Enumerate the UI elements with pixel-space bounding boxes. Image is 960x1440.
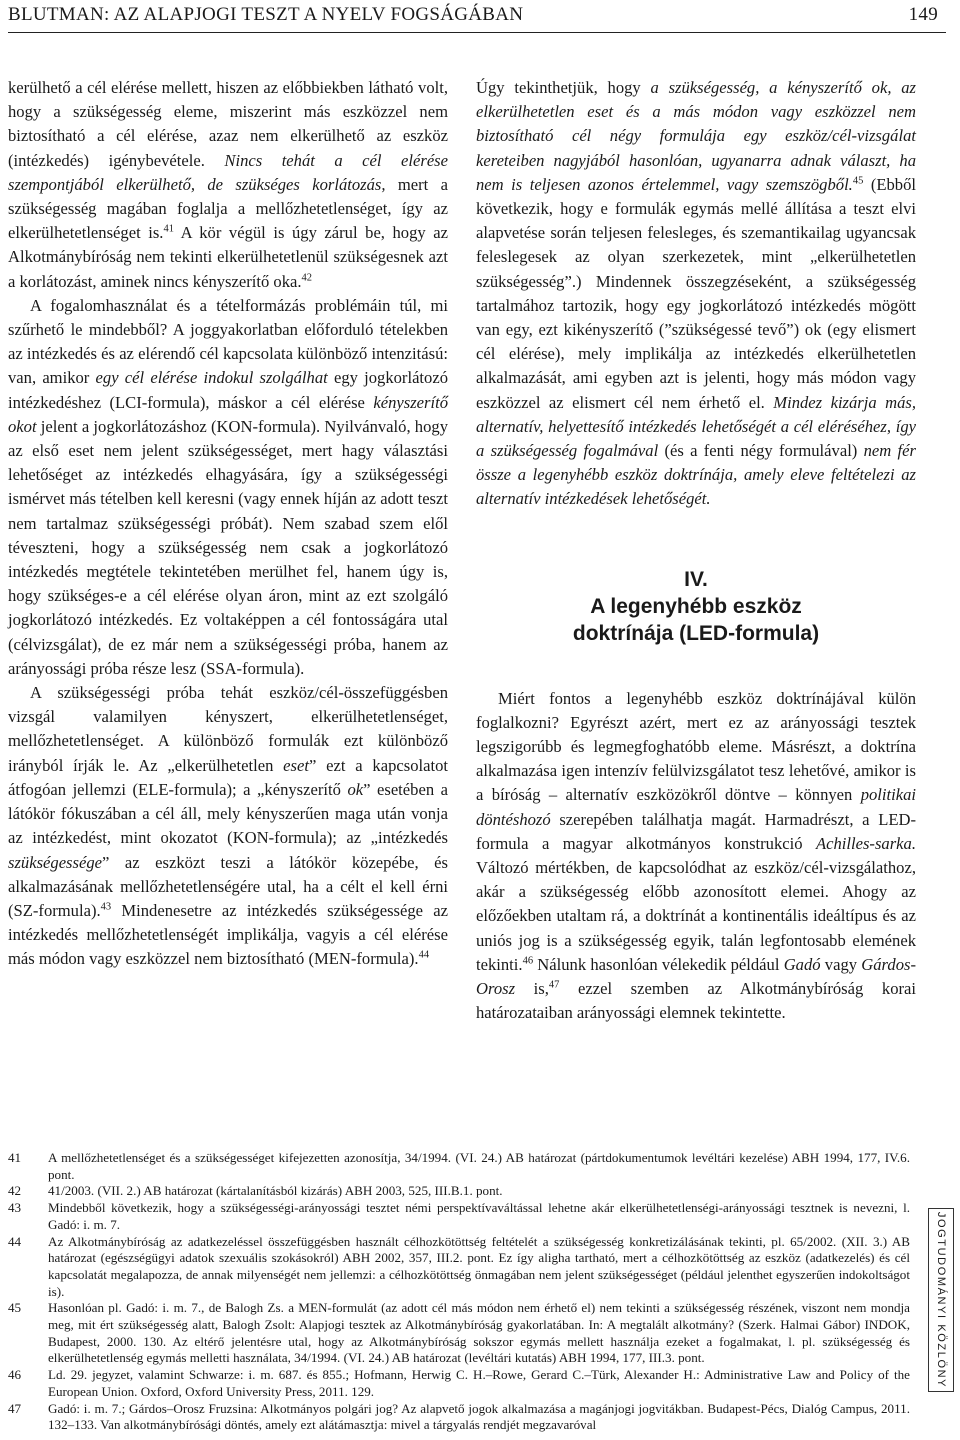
footnote-ref[interactable]: 47 — [548, 979, 560, 991]
footnote-text: Hasonlóan pl. Gadó: i. m. 7., de Balogh Zs. a MEN-formulát (az adott cél más módon nem érhető el) nem tekinti a szükségesség részének, viszont nem mondja meg, mit ért szükségesség alatt, Balogh Zsolt: Alapjogi tesztek az Alkotmánybíróság gyakorlatában. In: A megtalált alkotmány? (Szerk. Halmai Gábor) INDOK, Budapest, 2000. 130. Az eltérő jelentésre utal, hogy az Alkotmánybíróság sokszor egymás mellett használja ezeket a fogalmakat, l. pl. szükségesség és elkerülhetetlenség egymás melletti használata, 34/1994. (VI. 24.) AB határozat (levéltári kutatás) ABH 1994, 177, III.3. pont. — [48, 1300, 910, 1366]
footnote-text: Mindebből következik, hogy a szükségességi-arányossági tesztet némi perspektívaváltással lehetne akár elkerülhetetlenségi-arányossági tesztnek is nevezni, l. Gadó: i. m. 7. — [48, 1200, 910, 1232]
text-run: vagy — [820, 954, 862, 974]
text-run: egy jogkorlátozó intézkedéshez (LCI-formula), máskor a cél elérése — [8, 368, 448, 412]
section-heading — [476, 566, 916, 647]
footnote-text: 41/2003. (VII. 2.) AB határozat (kártalanításból kizárás) ABH 2003, 525, III.B.1. pont. — [48, 1183, 503, 1199]
italic-run: ok — [347, 779, 364, 799]
footnote-text: Az Alkotmánybíróság az adatkezeléssel összefüggésben használt célhozkötöttség feltételét a szükségesség konkretizálásának tekinti, pl. 65/2002. (XII. 3.) AB határozat (egészségügyi adatok szexuális szokásokról) ABH 2002, 357, III.2. pont. Ez így aligha tartható, mert a célhozkötöttség az eszköz (adatkezelés) és cél kapcsolatát megalapozza, de annak milyenségét nem jellemzi: a célhozkötöttség önmagában nem jelent szükségességet (például jelenthet egyszerűen indokoltságot is). — [48, 1233, 910, 1299]
footnote — [8, 1367, 910, 1400]
footnote-text: Gadó: i. m. 7.; Gárdos–Orosz Fruzsina: Alkotmányos polgári jog? Az alapvető jogok alkalmazása a magánjogi jogvitákban. Budapest-Pécs, Dialóg Campus, 2011. 132–133. Van alkotmánybírósági döntés, amely ezt alátámasztja: mivel a tárgyalás rendjét megzavaróval — [48, 1400, 910, 1433]
footnote — [8, 1183, 910, 1200]
text-run: Miért fontos a legenyhébb eszköz doktrínájával külön foglalkozni? Egyrészt azért, mert ez az arányossági tesztek legszigorúbb és legmegfoghatóbb eleme. Másrészt, a doktrína alkalmazása igen intenzív felülvizsgálatot tesz lehetővé, amikor is a bíróság – alternatív eszközökről döntve – könnyen — [476, 688, 916, 805]
journal-name: JOGTUDOMÁNYI KÖZLÖNY — [935, 1211, 947, 1389]
footnote-text: A mellőzhetetlenséget és a szükségességet kifejezetten azonosítja, 34/1994. (VI. 24.) AB határozat (pártdokumentumok levéltári kezelése) ABH 1994, 177, IV.6. pont. — [48, 1150, 910, 1182]
italic-run: eset — [283, 755, 309, 775]
footnote-number: 41 — [8, 1150, 22, 1165]
page-number: 149 — [908, 4, 938, 25]
text-run: ” esetében a látókör fókuszában a cél áll, mely kényszerűen maga után vonja az intézkedést, mint okozatot (KON-formula); az „intézkedés — [8, 779, 448, 848]
left-paragraph-2 — [8, 294, 448, 681]
right-paragraph-2 — [476, 687, 916, 1026]
text-run: Úgy tekinthetjük, hogy — [476, 78, 651, 97]
italic-run: Nincs tehát a cél elérése szempontjából elkerülhető, de szükséges korlátozás, — [8, 150, 449, 194]
footnote — [8, 1150, 910, 1183]
text-run: mert a szükségesség magában foglalja a mellőzhetetlenséget, így az elkerülhetetlenséget is. — [8, 174, 448, 243]
footnote-number: 43 — [8, 1200, 22, 1216]
italic-run: Gárdos-Orosz — [476, 954, 916, 999]
footnote-ref[interactable]: 45 — [852, 175, 864, 187]
text-run: ” ezt a kapcsolatot átfogóan jellemzi (ELE-formula); a „kényszerítő — [8, 755, 448, 799]
text-run: A fogalomhasználat és a tételformázás problémáin túl, mi szűrhető le mindebből? A joggyakorlatban előforduló tételekben az intézkedés és az elérendő cél kapcsolata különböző intenzitású: van, amikor — [8, 295, 448, 388]
text-run: (Ebből következik, hogy e formulák egymás mellé állítása a teszt elvi alapvetése során teljesen felesleges, és szemantikailag ugyancsak feleslegesek az olyan szerkezetek, mint „elkerülhetetlen szükségesség”.) Mindennek összegzéseként, a szükségesség tartalmához tartozik, hogy egy jogkorlátozó intézkedés mögött van egy, ezt kikényszerítő (”szükségessé tevő”) ok (egy elismert cél elérése), mely implikálja az intézkedés elkerülhetetlen alkalmazását, ami egyben azt is jelenti, hogy más módon vagy eszközzel az elismert cél nem érhető el. — [476, 174, 917, 412]
footnote-ref[interactable]: 46 — [522, 955, 534, 967]
left-column — [8, 76, 448, 972]
text-run: Nálunk hasonlóan vélekedik például — [533, 954, 784, 974]
text-run: A kör végül is úgy zárul be, hogy az Alkotmánybíróság nem tekinti elkerülhetetlenül szükségesnek azt a korlátozást, aminek nincs kényszerítő oka. — [8, 223, 448, 291]
italic-run: Achilles-sarka. — [815, 833, 916, 853]
italic-run: szükségessége — [8, 852, 103, 872]
section-title-line-1: A legenyhébb eszköz — [590, 594, 802, 618]
italic-run: Gadó — [783, 954, 821, 974]
footnote — [8, 1234, 910, 1301]
footnote-number: 46 — [8, 1367, 22, 1383]
text-run: is, — [515, 979, 549, 999]
right-column — [476, 76, 916, 1026]
journal-side-label — [928, 1208, 954, 1392]
footnote-text: Ld. 29. jegyzet, valamint Schwarze: i. m. 687. és 855.; Hofmann, Herwig C. H.–Rowe, Gerard C.–Türk, Alexander H.: Administrative Law and Policy of the European Union. Oxford, Oxford University Press, 2011. 129. — [48, 1367, 910, 1399]
footnote-number: 42 — [8, 1183, 22, 1199]
footnotes — [8, 1150, 910, 1434]
footnote — [8, 1401, 910, 1434]
footnote-number: 47 — [8, 1400, 22, 1416]
italic-run: egy cél elérése indokul szolgálhat — [95, 368, 328, 388]
text-run: szerepében találhatja magát. Harmadrészt, a LED-formula a magyar alkotmányos konstrukció — [476, 809, 916, 853]
header-rule — [8, 32, 946, 33]
footnote-ref[interactable]: 42 — [301, 272, 313, 284]
text-run: ezzel szemben az Alkotmánybíróság korai határozataiban arányossági elemnek tekintette. — [476, 979, 916, 1023]
running-title: BLUTMAN: AZ ALAPJOGI TESZT A NYELV FOGSÁGÁBAN — [8, 4, 524, 25]
text-run: A szükségességi próba tehát eszköz/cél-összefüggésben vizsgál valamilyen kényszert, elkerülhetetlenséget, mellőzhetetlenséget. A különböző formulák ezt különböző irányból írják le. Az „elkerülhetetlen — [8, 683, 448, 775]
footnote-number: 44 — [8, 1233, 22, 1249]
footnote-ref[interactable]: 44 — [418, 949, 430, 961]
left-paragraph-1 — [8, 76, 448, 294]
italic-run: politikai döntéshozó — [476, 785, 916, 829]
left-paragraph-3 — [8, 681, 448, 971]
text-run: ” az eszközt teszi a látókör közepébe, és alkalmazásának mellőzhetetlenségére utal, ha a célt el kell érni (SZ-formula). — [8, 852, 448, 920]
text-run: (és a fenti négy formulával) — [658, 441, 864, 461]
text-run: Mindenesetre az intézkedés szükségessége az intézkedés mellőzhetetlenségét implikálja, vagyis a cél elérése más módon vagy eszközzel nem biztosítható (MEN-formula). — [8, 900, 448, 969]
footnote-ref[interactable]: 41 — [163, 223, 174, 235]
text-run: kerülhető a cél elérése mellett, hiszen az előbbiekben látható volt, hogy a szükségesség eleme, miszerint más eszközzel nem biztosítható a cél elérése, azaz nem elkerülhető az eszköz (intézkedés) igénybevétele. — [8, 78, 448, 170]
footnote-number: 45 — [8, 1300, 22, 1316]
italic-run: Mindez kizárja más, alternatív, helyettesítő intézkedés lehetőségét a cél eléréséhez, így a szükségesség fogalmával — [476, 392, 916, 461]
section-title-line-2: doktrínája (LED-formula) — [572, 621, 820, 645]
section-number: IV. — [684, 567, 708, 591]
italic-run: a szükségesség, a kényszerítő ok, az elkerülhetetlen eset és a más módon vagy eszközzel nem biztosítható cél négy formulája egy eszköz/cél-vizsgálat kereteiben nagyjából hasonlóan, ugyanarra adnak választ, ha nem is teljesen azonos értelemmel, vagy szemszögből. — [476, 78, 916, 194]
footnote-ref[interactable]: 43 — [100, 901, 112, 913]
italic-run: nem fér össze a legenyhébb eszköz doktrínája, amely eleve feltételezi az alternatív intézkedések lehetőségét. — [476, 441, 916, 509]
footnote — [8, 1200, 910, 1233]
text-run: jelent a jogkorlátozáshoz (KON-formula). Nyilvánvaló, hogy az első eset nem jelent szükségességet, mert hagy választási lehetőséget az intézkedés elhagyására, így a szükségességi ismérvet más tételben kell keresni (vagy ennek híján az adott teszt nem tartalmaz szükségességi próbát). Nem szabad szem elől téveszteni, hogy a szükségesség nem csak a jogkorlátozó intézkedés megtétele tekintetében merülhet fel, hanem úgy is, hogy szükséges-e a cél elérése olyan áron, mint az ezt szolgáló jogkorlátozó intézkedés. Ez voltaképpen a cél fontosságára utal (célvizsgálat), de ez már nem a szükségességi próba, hanem az arányossági próba része lesz (SSA-formula). — [8, 416, 448, 678]
footnote — [8, 1300, 910, 1367]
italic-run: kényszerítő okot — [8, 392, 448, 436]
right-paragraph-1 — [476, 76, 916, 512]
text-run: Változó mértékben, de kapcsolódhat az eszköz/cél-vizsgálathoz, akár a szükségesség előbb azonosított elemei. Ahogy az előzőekben utaltam rá, a doktrínát a kontinentális ideáltípus és az uniós jog is a szükségesség egyik, talán legfontosabb elemének tekinti. — [476, 858, 916, 974]
